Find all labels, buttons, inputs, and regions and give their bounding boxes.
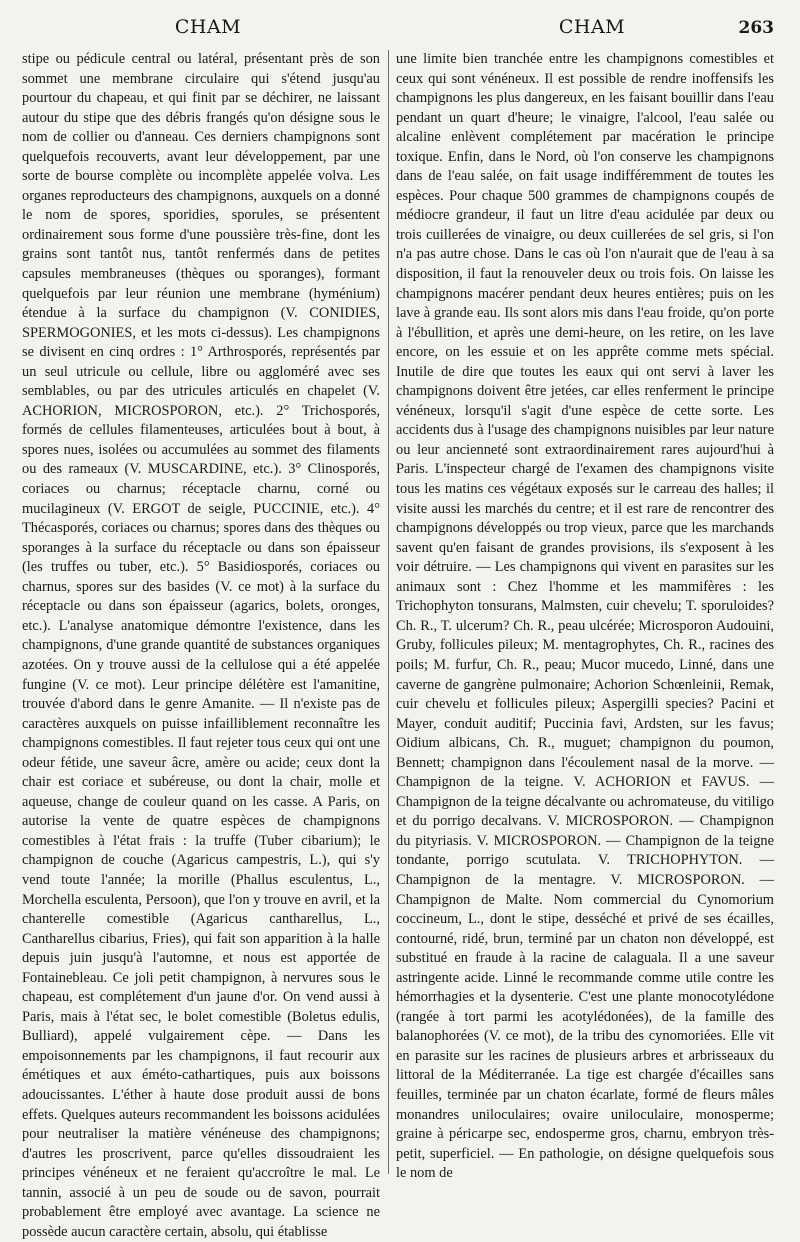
right-column <box>396 50 774 1182</box>
left-running-head: CHAM <box>174 16 242 38</box>
text-columns <box>22 50 774 1240</box>
left-column <box>22 50 380 1240</box>
page-number: 263 <box>738 18 774 38</box>
page-header <box>22 0 774 48</box>
column-divider <box>388 50 389 1174</box>
right-column-text: une limite bien tranchée entre les champignons comestibles et ceux qui sont vénéneux. Il est possible de rendre inoffensifs les champignons les plus dangereux, en les faisant bouillir dans l'eau pendant un quart d'heure; le vinaigre, l'alcool, l'eau salée ou alcaline enlèvent complétement par macération le principe toxique. Enfin, dans le Nord, où l'on conserve les champignons dans de l'eau salée, on fait usage indifféremment de toutes les espèces. Pour chaque 500 grammes de champignons coupés de médiocre grandeur, il faut un litre d'eau acidulée par deux ou trois cuillerées de vinaigre, ou deux cuillerées de sel gris, si l'on n'a pas autre chose. Dans le cas où l'on n'aurait que de l'eau à sa disposition, il faut la renouveler deux ou trois fois. On laisse les champignons macérer pendant deux heures entières; puis on les lave à grande eau. Ils sont alors mis dans l'eau froide, qu'on porte à l'ébullition, et après une demi-heure, on les retire, on les lave encore, on les essuie et on les apprête comme mets spécial. Inutile de dire que toutes les eaux qui ont servi à laver les champignons doivent être jetées, car elles renferment le principe vénéneux, lorsqu'il s'agit d'une espèce de cette sorte. Les accidents dus à l'usage des champignons nuisibles par leur nature ou leur ancienneté sont extraordinairement rares aujourd'hui à Paris. L'inspecteur chargé de l'examen des champignons visite tous les matins ces végétaux exposés sur le carreau des halles; il visite aussi les marchés du centre; et il est rare de rencontrer des champignons développés ou trop vieux, parce que les marchands savent qu'en faisant de grandes provisions, ils s'exposent à les voir détruire. — Les champignons qui vivent en parasites sur les animaux sont : Chez l'homme et les mammifères : les Trichophyton tonsurans, Malmsten, cuir chevelu; T. sporuloides? Ch. R., T. ulcerum? Ch. R., peau ulcérée; Microsporon Audouini, Gruby, follicules pileux; M. mentagrophytes, Ch. R., racines des poils; M. furfur, Ch. R., peau; Mucor mucedo, Linné, dans une caverne de gangrène pulmonaire; Achorion Schœnleinii, Remak, cuir chevelu et follicules pileux; Aspergilli species? Pacini et Mayer, conduit auditif; Puccinia favi, Ardsten, sur les favus; Oidium albicans, Ch. R., muguet; champignon du poumon, Bennett; champignon dans l'écoulement nasal de la morve. — Champignon de la teigne. V. ACHORION et FAVUS. — Champignon de la teigne décalvante ou achromateuse, du vitiligo et du porrigo decalvans. V. MICROSPORON. — Champignon du pityriasis. V. MICROSPORON. — Champignon de la teigne tondante, porrigo scutulata. V. TRICHOPHYTON. — Champignon de la mentagre. V. MICROSPORON. — Champignon de Malte. Nom commercial du Cynomorium coccineum, L., dont le stipe, desséché et privé de ses écailles, contourné, ridé, brun, terminé par un chaton non développé, est substitué en fraude à la racine de calaguala. Il a une saveur astringente acide. Linné le recommande comme utile contre les hémorrhagies et la dysenterie. C'est une plante monocotylédone (rangée à tort parmi les acotylédonées), de la famille des balanophorées (V. ce mot), de la tribu des cynomoriées. Elle vit en parasite sur les racines de plusieurs arbres et arbrisseaux du littoral de la Méditerranée. La tige est chargée d'écailles sans feuilles, terminée par un chaton écarlate, formé de fleurs mâles monandres uniloculaires; ovaire uniloculaire, monosperme; graine à péricarpe sec, endosperme gros, charnu, embryon très-petit, superficiel. — En pathologie, on désigne quelquefois sous le nom de <box>396 51 774 1182</box>
left-column-text: stipe ou pédicule central ou latéral, présentant près de son sommet une membrane circulaire qui s'étend jusqu'au pourtour du chapeau, et qui finit par se déchirer, ne laissant autour du stipe que des débris frangés qu'on désigne sous le nom de collier ou d'anneau. Ces derniers champignons sont quelquefois recouverts, avant leur développement, par une sorte de bourse complète ou incomplète appelée volva. Les organes reproducteurs des champignons, auxquels on a donné le nom de spores, sporidies, sporules, se présentent ordinairement sous forme d'une poussière très-fine, dont les grains sont tantôt nus, tantôt renfermés dans de petites capsules membraneuses (thèques ou sporanges), formant quelquefois par leur réunion une membrane (hyménium) étendue à la surface du champignon (V. CONIDIES, SPERMOGONIES, et les mots ci-dessus). Les champignons se divisent en cinq ordres : 1° Arthrosporés, représentés par un seul utricule ou cellule, libre ou aggloméré avec ses semblables, ou par des utricules articulés en chapelet (V. ACHORION, MICROSPORON, etc.). 2° Trichosporés, formés de cellules filamenteuses, articulées bout à bout, à spores nues, isolées ou accumulées au sommet des filaments ou des rameaux (V. MUSCARDINE, etc.). 3° Clinosporés, coriaces ou charnus; réceptacle charnu, corné ou mucilagineux (V. ERGOT de seigle, PUCCINIE, etc.). 4° Thécasporés, coriaces ou charnus; spores dans des thèques ou sporanges à la surface du réceptacle ou dans son épaisseur (les truffes ou tuber, etc.). 5° Basidiosporés, coriaces ou charnus, spores sur des basides (V. ce mot) à la surface du réceptacle ou dans son épaisseur (agarics, bolets, oronges, etc.). L'analyse anatomique démontre l'existence, dans les champignons, d'une grande quantité de substances organiques azotées. On y trouve aussi de la cellulose qui a été appelée fungine (V. ce mot). Leur principe délétère est l'amanitine, trouvée d'abord dans le genre Amanite. — Il n'existe pas de caractères auxquels on puisse infailliblement reconnaître les champignons comestibles. Il faut rejeter tous ceux qui ont une odeur fétide, une saveur âcre, amère ou acide; ceux dont la chair est coriace et subéreuse, ou dont la chair, molle et aqueuse, change de couleur quand on les casse. A Paris, on autorise la vente de quatre espèces de champignons comestibles à l'état frais : la truffe (Tuber cibarium); le champignon de couche (Agaricus campestris, L.), qui s'y vend toute l'année; la morille (Phallus esculentus, L., Morchella esculenta, Persoon), que l'on y trouve en avril, et la chanterelle comestible (Agaricus cantharellus, L., Cantharellus cibarius, Fries), qui fait son apparition à la halle depuis juin jusqu'à l'automne, et nous est apportée de Fontainebleau. Ce joli petit champignon, à nervures sous le chapeau, est complétement d'un jaune d'or. On vend aussi à Paris, mais à l'état sec, le bolet comestible (Boletus edulis, Bulliard), appelé vulgairement cèpe. — Dans les empoisonnements par les champignons, il faut recourir aux émétiques et aux éméto-cathartiques, puis aux boissons adoucissantes. L'éther à haute dose produit aussi de bons effets. Quelques auteurs recommandent les boissons acidulées pour neutraliser la matière vénéneuse des champignons; d'autres les proscrivent, parce qu'elles dissoudraient les principes vénéneux et ne feraient qu'accroître le mal. Le tannin, associé à un peu de soude ou de savon, pourrait probablement être employé avec avantage. La science ne possède aucun caractère certain, absolu, qui établisse <box>22 51 380 1240</box>
right-running-head: CHAM <box>558 16 626 38</box>
